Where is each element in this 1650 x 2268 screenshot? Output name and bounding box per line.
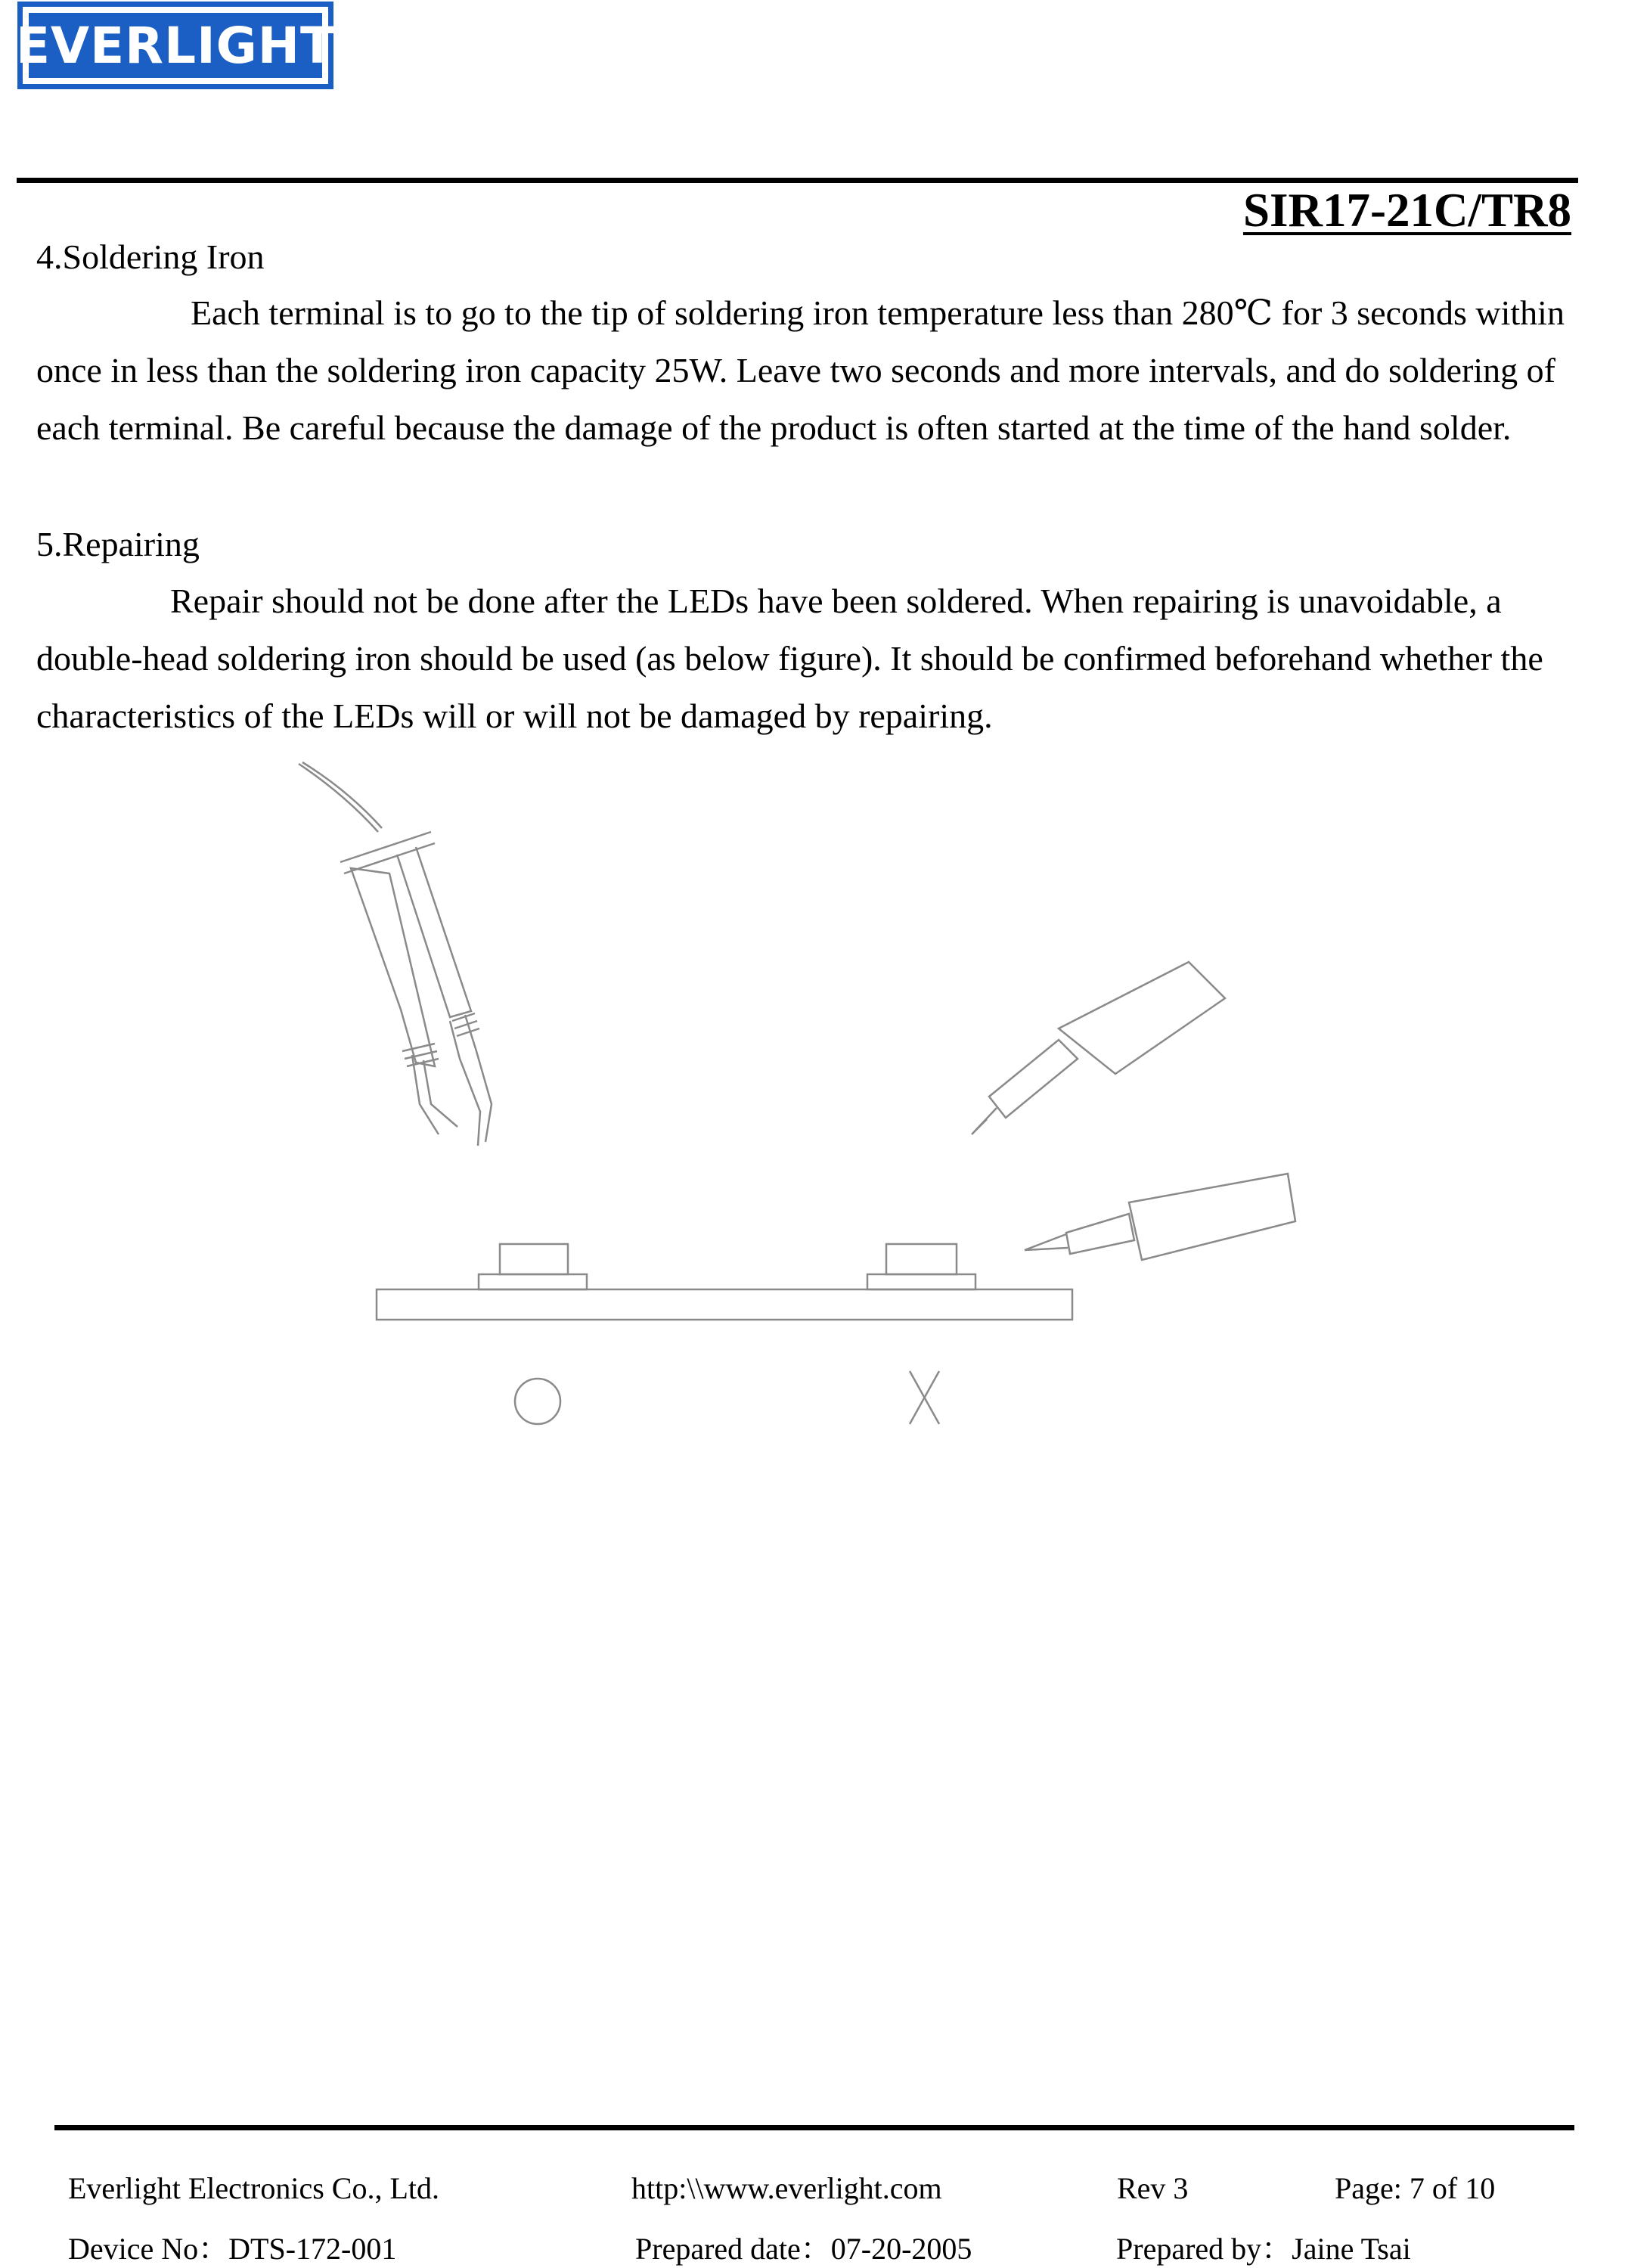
footer-device-number: Device No：DTS-172-001 [68,2232,397,2266]
footer-rule [54,2125,1574,2130]
correct-circle-mark [515,1379,560,1424]
footer-prepared-by: Prepared by：Jaine Tsai [1116,2232,1411,2266]
led-right [867,1244,975,1289]
footer-revision: Rev 3 [1117,2171,1189,2205]
paragraph-text: Repair should not be done after the LEDs have been soldered. When repairing is unavoidable, a double-head soldering iron should be used (as below figure). It should be confirmed beforehand whether the characteristics of the LEDs will or will not be damaged by repairing. [36,582,1543,735]
footer-prepared-date: Prepared date：07-20-2005 [635,2232,972,2266]
footer-company: Everlight Electronics Co., Ltd. [68,2171,439,2205]
header-rule [17,178,1578,183]
led-left [479,1244,587,1289]
double-head-iron [299,762,492,1146]
section-paragraph-repairing [36,572,1579,745]
paragraph-text: Each terminal is to go to the tip of soldering iron temperature less than 280℃ for 3 seconds within once in less than the soldering iron capacity 25W. Leave two seconds and more intervals, and do soldering of each terminal. Be careful because the damage of the product is often started at the time of the hand solder. [36,293,1565,447]
wrong-x-mark [910,1371,939,1424]
everlight-logo [15,2,336,89]
footer-url[interactable]: http:\\www.everlight.com [631,2171,942,2205]
repair-soldering-figure [287,749,1346,1460]
section-heading-soldering-iron: 4.Soldering Iron [36,237,265,276]
section-paragraph-soldering-iron [36,284,1579,457]
logo-text: EVERLIGHT [29,13,322,78]
single-iron-lower [1025,1174,1295,1260]
section-heading-repairing: 5.Repairing [36,525,200,563]
circuit-board [377,1289,1072,1320]
model-number: SIR17-21C/TR8 [1242,184,1571,237]
footer-page-number: Page: 7 of 10 [1335,2171,1496,2205]
single-iron-upper [972,962,1225,1134]
